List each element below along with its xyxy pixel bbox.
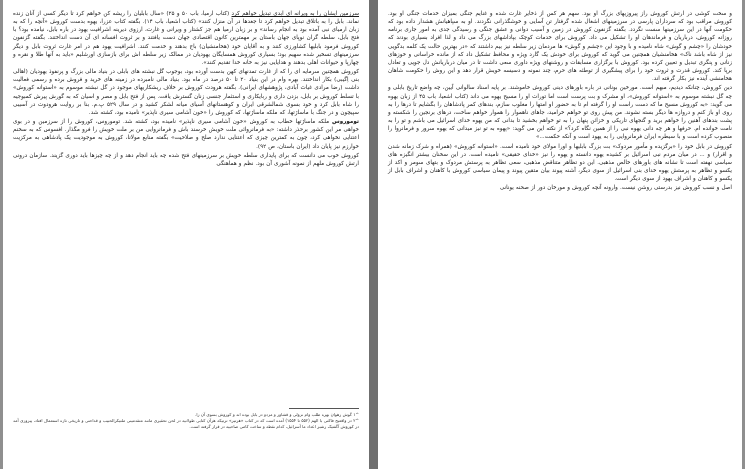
left-page — [3, 0, 369, 469]
left-paragraph-1: سرزمین ایشان را به ویرانه ای ابدی تبدیل خواهم کرد (کتاب ارمیا، باب ۵۰ و ۲۵) «سال بابلیان را ریشه کن خواهم کرد تا دیگر کسی از آنان زنده نماند. بابل را به باتلاق تبدیل خواهم کرد تا جغدها در آن منزل کنند» (کتاب اشعیا، باب ۱۴). بگفته کتاب عزرا، یهوه بدست کوروش «آنچه را که به زبان ارمیای نبی آمده بود به انجام رساند» و بر زبان ارمیا هم جز کشتار و ویرانی و غارت، ارزوی دیرینه اشرافیت یهود در باره بابل، نیامده بود؟ با فتح بابل، سلطه گران نوپای جهان باستان بر مهمترین کانون اقتصادی جهان دست یافتند و بر ثروت افسانه ای آن دست انداختند. بگفته گزنفون کوروش فرمود بابلیها کشاورزی کنند و به آقایان خود (هخامنشیان) باج بدهند و خدمت کنند. اشرافیت یهود هم در امر غارت ثروت بابل و دیگر سرزمینهای تسخیر شده سهیم بود؛ بسیاری کوروش همسایگان یهودیان در ممالک زیر سلطه اش برای بازسازی اورشلیم «باید به آنها طلا و نقره و چهارپا و حیوانات اهلی بدهند و هدایایی نیز به خانه خدا تقدیم کنند». — [13, 11, 360, 66]
footnote-1: ^۱ گوش رهوان بهره طلب وام نزولی و قشاور و مزدو در بابل بوده اند و کوروش بسوی آن را. — [195, 412, 359, 417]
left-paragraph-2: کوروش همچنین سرمایه ای را که از غارت تمدنهای کهن بدست آورده بود، بوجوب گل نبشته های بابلی در بنیاد مالی بزرگ و پرنفوذ یهودیان (اهالی بنی اِگیبی) بکار انداختند. بهره وام در این بنیاد ۲۰ تا ۵۰ درصد در ماه بود. بنیاد مالی نامبرده در زمینه های خرید و فروش برده و رسمی فعالیت داشت (رضا مرادی غیاث آبادی، پژوهشهای ایرانی). بگفته هرودت کوروش بر خلاف ریشکاریهای موجود در گل نبشته موسوم به «استوانه کوروش» با تسلط کوروش بر بابل، بزدن داری و ربایکاری و استثمار جنسی زنان گسترش یافت. پس از فتح بابل و مصر و اسیان که به گورش پیرش کمبوجیه را شاه بابل کرد و خود بسوی شمالشرقی ایران و کوهستانهای آسیای میانه لشکر کشید و در سال ۵۲۹ پ.م. بنا بر روایت هرودوت در آسیبی سپیچون و در جنگ با ماساژتها، که ملکه ماساژتها، که کوروش را «خون آشامی سیری ناپذیر» نامیده بود، کشته شد. — [13, 69, 360, 116]
left-page-body — [13, 10, 359, 168]
footnote-separator — [289, 408, 359, 409]
right-page-body — [388, 10, 732, 192]
left-paragraph-3: توموروس ملکه ماساژتها خطاب به کوروش «خون آشامی سیری ناپذیر» نامیده بود، کشته شد. توموروس، کوروش را از سرزمین و در بوی خواهی مر این کشور برحذر داشته: «به فرمانروائی ملت خویش خرسند باش و فرمانروایی من بر ملت خویش را فرو مگذار. افسوس که به سخنم اعتنایی نخواهی کرد، چون به کمترین چیزی که اعتنایی ندارد صلح و صلاحیت» بگفته منابع مولانا، کوروش به موجودیت یک پادشاهی به مرکزیت خوارزم نیز پایان داد (ایران باستان، ص ۹۲). — [13, 119, 359, 150]
right-paragraph-4: اصل و نسب کوروش نیز بدرستی روشن نیست. وارونه آنچه کوروش و مورخان دور از صحنه یونانی — [499, 185, 732, 192]
left-paragraph-4: کوروش خوب می دانست که برای پایداری سلطه خویش بر سرزمینهای فتح شده چه باید انجام دهد و از چه چیزها باید دوری گزیند. سازمان درونی ارتش کوروش ملهم از نمونه آشوری آن بود. نظم و هماهنگی — [13, 152, 359, 167]
right-paragraph-3: کوروش در بابل خود را «برگزیده و مأمور مردوک» بت بزرگ بابلیها و اورا مولای خود نامیده است. «استوانه کوروش» (همراه و شرک زمانه شدن و اقرار) و ... در میان مردم نبی اسرائیل بر کشیده یهوه دانسته و یهوه را نیز «خدای حقیقی» نامیده است. در این سخنان بیشتر انگیزه های سیاسی نهفته است تا نشانه های باورهای خالص مذهبی. این دو تظاهر متناقض مذهبی، سعی تظاهر به پرستش مردوک و بتهای سومر و اکد از یکسو و تظاهر به پرستش یهوه خدای بنی اسرائیل از سوی دیگر، آشنه پیوند بیان متقین پیوند و پیمان سیاسی کوروش با کاهنان و اشراف بابل از یکسو و کاهنان و اشراف یهود از سوی دیگر است. — [388, 143, 732, 183]
right-page — [378, 0, 742, 469]
page-gutter — [369, 0, 378, 469]
footnote-2: ^۲ در واقعیح فاکتی با الهم (۵۵۲ تا ۱۵۵۴) آمده است که در کتاب «هرتیر» ترتیکه هرآن کتابی طولانیه در لحن تحقیری مانند متقدمینی ملتیکرالحبیب و قداحتی و تاریخی تازه استعمال افتاد، پیروزی آمد در کوروش آگفتیک رشبر اعداد ما آسرائیل، کدام نقطه و ساخت کامی صاحبیه در قرار گرفته است. — [13, 418, 359, 429]
bold-name: توموروس — [332, 119, 359, 126]
right-paragraph-1: و سخت کوشی در ارتش کوروش راز پیروزیهای بزرگ او بود. سهم هر کس از ذخایر غارت شده و غنایم جنگی بمیزان خدمات جنگی او بود. کوروش مراقب بود که سرداران پارسی در سرزمینهای اشغال شده گرفتار تن آسایی و خوشگذرانی نگردند. او به سپاهیانش هشدار داده بود که حکومت آنها در این سرزمینها سست نگردد. بگفته گزنفون کوروش در زمین و آسیب دوانی و عشق جنگی و رسیدگی جدی به امور جاری برنامه روزانه کوروش، درباریان و فرماندهان او را تشکیل می داد. کوروش برای خدمات کوچک بپاداشهای بزرگ می داد و لذا افراد بسیاری بودند که خودشان را «چشم و گوش» شاه نامیده و با وجود این «چشم و گوش» ها مردمان زیر سلطه نیز بیم داشتند که «در بهترین حالت یک کلمه بدگویی نیز از شاه باشد ناک» هخامنشیان همچنین می گوید که کوروش برای خودش یک گارد ویژه و محافظ تشکیل داد که از مانده خراسانی و خوزهای زنانی و پنگری تبدیل و تعیین کرده بود. کوروش با برگزاری مسابقات و روشنهای ویژه داوری سعی داشت تا در میان درباریانش دل جویی و تعادل برپا کند. کوروش قدرت و ثروت خود را برای پیشگیری از توطئه های حرم، چند نمونه و دسیسه خویش قرار دهد و این روش را حکومت شاهان هخامنشی آینده نیز بکار گرفته اند. — [388, 11, 732, 83]
right-paragraph-2: دین کوروش، چنانکه دیدیم، مبهم است. مورخین بونانی در باره باورهای دینی کوروش خاموشند. بر پایه اسناد سالوانی آیین، چه واضع تاریخ بابلی و چه گل نبشته موسوم به «استوانه کوروش»، او مشرک و بت پرست است اما تورات او را مسیح یهوه می داند (کتاب اشعیا، باب ۴۵ از زبان یهوه می گوید: «به کوروش مسیح ما که دست راست او را گرفته ام تا به حضور او امتها را مغلوب سازم، بندهای کمر پادشاهان را بگشایم تا درها را به روی او باز کنم و دروازه ها دیگر بسته نشوند. من پیش روی تو خواهم خرامید، جاهای ناهموار را هموار خواهم ساخت، درهای برنجین را شکسته و پشت بندهای آهنین را خواهم برید و گنجهای تاریکی و خزائن پنهان را به تو خواهم بخشید تا بدانی که من یهوه خدای اسرائیل می باشم و تو را به نامت خوانده ام. حرفها و هر چه دانی یهوه نبی را از همین نگاه کرد؟» از نکته این می گوید: «پهوه به تو نیز میدانی که یهوه سرور و فرمانروا را منصوب کرده است و با سیطره ایران فرمانروایی را به یهود است و آنکه حکمت...» — [388, 85, 732, 141]
underlined-quote: سرزمین ایشان را به ویرانه ای ابدی تبدیل خواهم کرد — [231, 11, 360, 17]
footnotes — [13, 412, 359, 430]
